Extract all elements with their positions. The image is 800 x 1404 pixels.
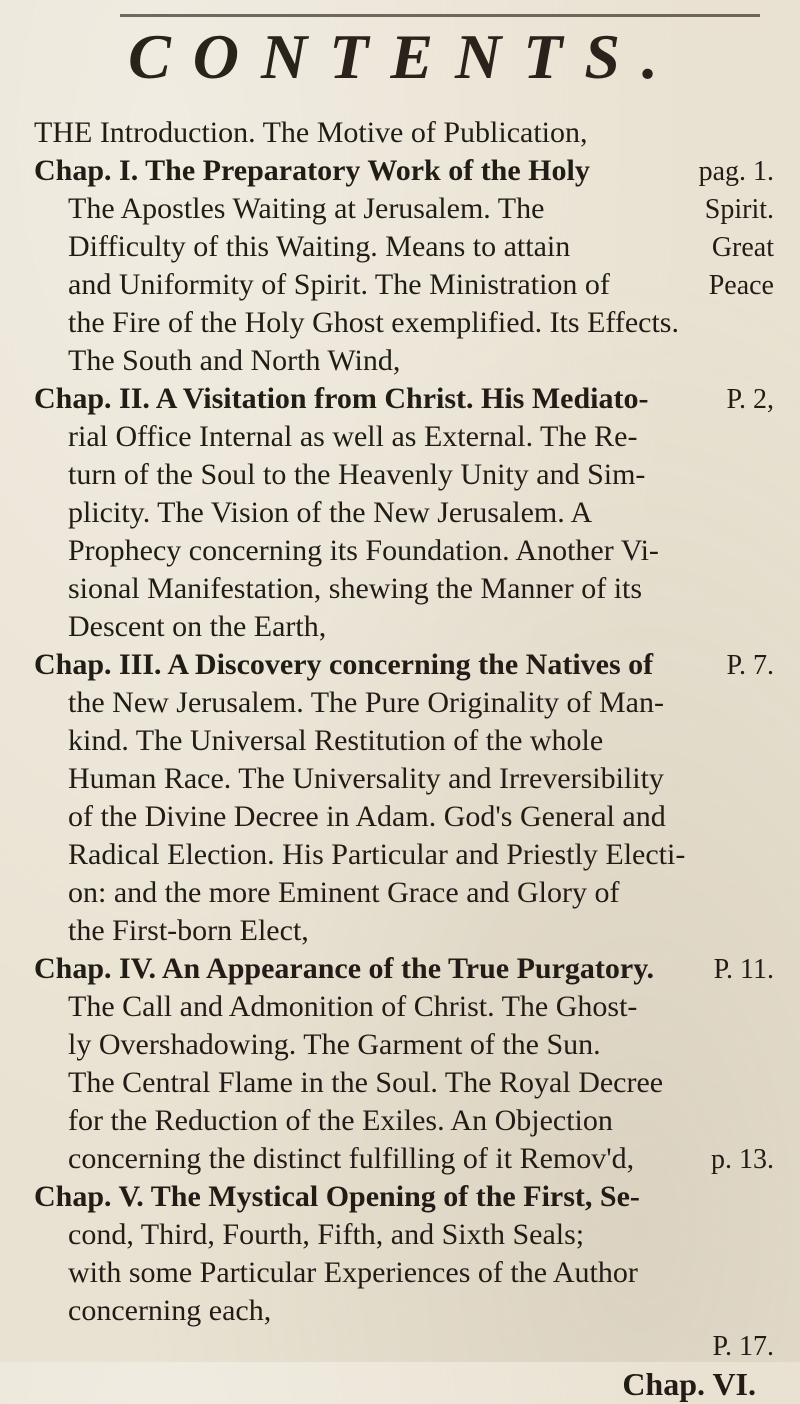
page-ref: p. 13. xyxy=(711,1144,774,1175)
contents-line xyxy=(34,1254,774,1292)
contents-line-text: the Fire of the Holy Ghost exemplified. Its Effects. xyxy=(68,306,679,339)
contents-line-text: concerning the distinct fulfilling of it Remov'd, xyxy=(68,1142,635,1175)
contents-line-text: Chap. I. The Preparatory Work of the Holy xyxy=(34,154,590,187)
contents-line-text: sional Manifestation, shewing the Manner of its xyxy=(68,572,643,605)
contents-line-text: with some Particular Experiences of the Author xyxy=(68,1256,638,1289)
contents-line xyxy=(34,798,774,836)
contents-line xyxy=(34,190,774,228)
contents-line xyxy=(34,228,774,266)
contents-line xyxy=(34,836,774,874)
page-ref: Peace xyxy=(708,270,774,301)
chapter-entry-line xyxy=(34,152,774,190)
contents-line xyxy=(34,1102,774,1140)
contents-line xyxy=(34,988,774,1026)
contents-line-text: and Uniformity of Spirit. The Ministration of xyxy=(68,268,610,301)
contents-line xyxy=(34,760,774,798)
final-page-ref-line xyxy=(34,1330,774,1364)
contents-line-text: plicity. The Vision of the New Jerusalem. A xyxy=(68,496,593,529)
contents-line xyxy=(34,114,774,152)
chapter-entry-line xyxy=(34,1178,774,1216)
page-ref: P. 7. xyxy=(726,650,774,681)
contents-line xyxy=(34,532,774,570)
contents-line xyxy=(34,1064,774,1102)
contents-line xyxy=(34,1292,774,1330)
contents-line xyxy=(34,608,774,646)
contents-line-text: cond, Third, Fourth, Fifth, and Sixth Seals; xyxy=(68,1218,585,1251)
contents-line xyxy=(34,456,774,494)
contents-line xyxy=(34,1140,774,1178)
final-page-ref: P. 17. xyxy=(712,1331,774,1362)
contents-line-text: concerning each, xyxy=(68,1294,272,1327)
top-rule xyxy=(120,14,760,17)
contents-line xyxy=(34,342,774,380)
contents-line xyxy=(34,684,774,722)
contents-line xyxy=(34,266,774,304)
page-ref: Spirit. xyxy=(704,194,774,225)
contents-line xyxy=(34,1026,774,1064)
contents-line-text: Chap. V. The Mystical Opening of the First, Se- xyxy=(34,1180,640,1213)
chapter-entry-line xyxy=(34,646,774,684)
contents-line-text: the New Jerusalem. The Pure Originality of Man- xyxy=(68,686,664,719)
contents-line-text: The South and North Wind, xyxy=(68,344,401,377)
contents-line-text: The Apostles Waiting at Jerusalem. The xyxy=(68,192,545,225)
contents-line-text: for the Reduction of the Exiles. An Objection xyxy=(68,1104,613,1137)
contents-line xyxy=(34,912,774,950)
contents-line-text: ly Overshadowing. The Garment of the Sun. xyxy=(68,1028,601,1061)
contents-line-text: The Call and Admonition of Christ. The Ghost- xyxy=(68,990,638,1023)
contents-line-text: Difficulty of this Waiting. Means to attain xyxy=(68,230,571,263)
contents-line-text: Chap. II. A Visitation from Christ. His Mediato- xyxy=(34,382,649,415)
contents-line-text: Human Race. The Universality and Irreversibility xyxy=(68,762,664,795)
contents-line-text: the First-born Elect, xyxy=(68,914,309,947)
contents-line-text: Chap. IV. An Appearance of the True Purgatory. xyxy=(34,952,655,985)
contents-line-text: kind. The Universal Restitution of the whole xyxy=(68,724,604,757)
contents-line xyxy=(34,494,774,532)
chapter-entry-line xyxy=(34,380,774,418)
contents-line-text: THE Introduction. The Motive of Publication, xyxy=(34,116,588,149)
contents-line-text: on: and the more Eminent Grace and Glory of xyxy=(68,876,620,909)
contents-list xyxy=(34,114,774,1330)
page-ref: Great xyxy=(711,232,774,263)
catchword: Chap. VI. xyxy=(622,1366,756,1402)
contents-line xyxy=(34,722,774,760)
contents-line-text: Descent on the Earth, xyxy=(68,610,327,643)
contents-heading: CONTENTS. xyxy=(128,21,680,92)
page-ref: P. 11. xyxy=(713,954,774,985)
contents-line-text: turn of the Soul to the Heavenly Unity and Sim- xyxy=(68,458,646,491)
contents-line-text: of the Divine Decree in Adam. God's General and xyxy=(68,800,666,833)
contents-line-text: rial Office Internal as well as External. The Re- xyxy=(68,420,638,453)
contents-line-text: Chap. III. A Discovery concerning the Natives of xyxy=(34,648,654,681)
contents-line xyxy=(34,570,774,608)
contents-line xyxy=(34,304,774,342)
contents-line xyxy=(34,874,774,912)
chapter-entry-line xyxy=(34,950,774,988)
contents-line-text: Prophecy concerning its Foundation. Another Vi- xyxy=(68,534,659,567)
contents-line xyxy=(34,418,774,456)
page-ref: pag. 1. xyxy=(698,156,774,187)
page-ref: P. 2, xyxy=(726,384,774,415)
contents-line-text: The Central Flame in the Soul. The Royal Decree xyxy=(68,1066,664,1099)
contents-line xyxy=(34,1216,774,1254)
contents-line-text: Radical Election. His Particular and Priestly Electi- xyxy=(68,838,686,871)
